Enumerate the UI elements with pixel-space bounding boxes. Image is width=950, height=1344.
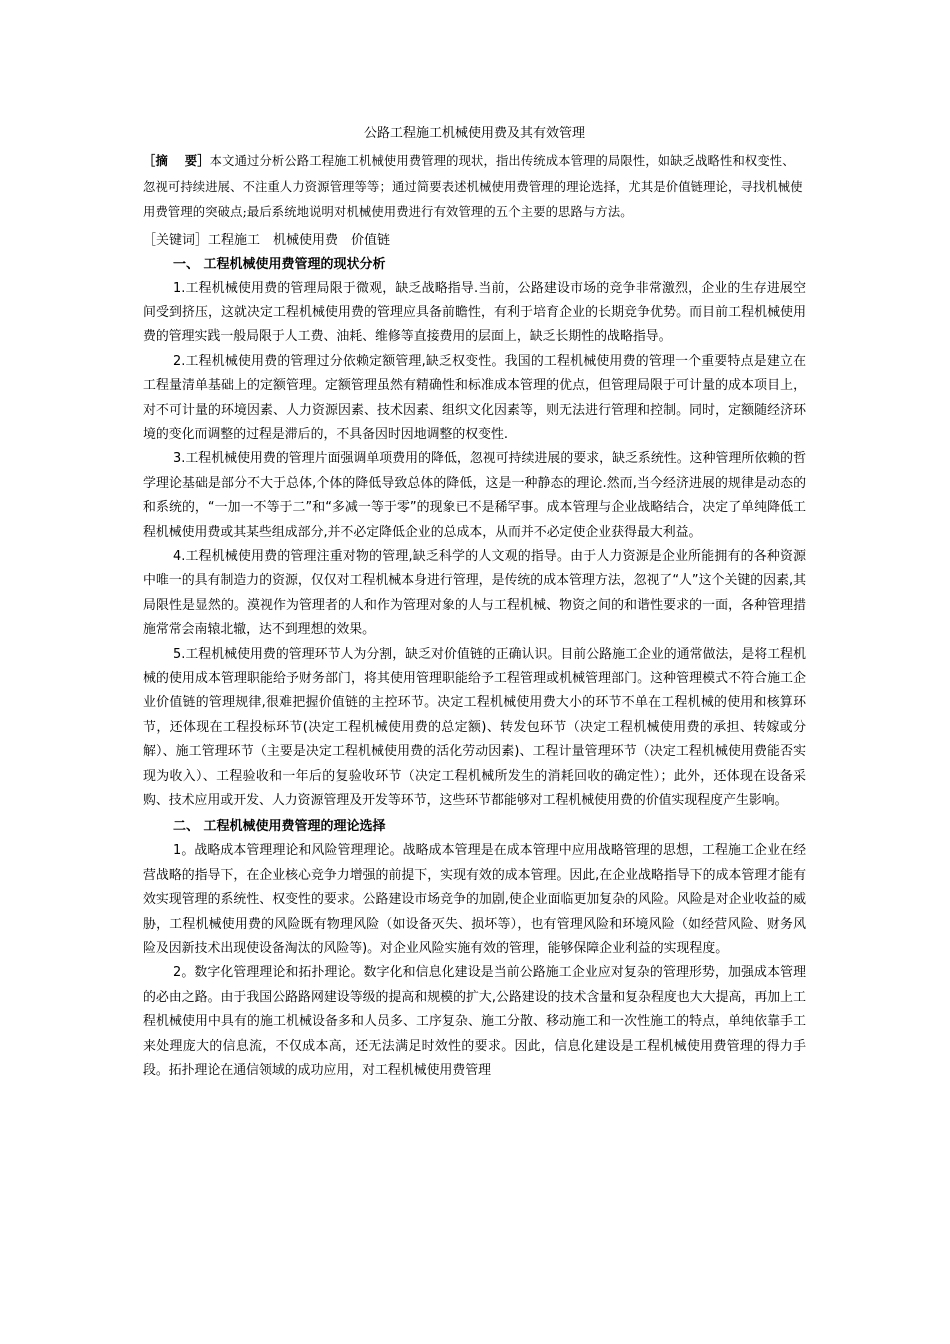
keywords-label: ［关键词］ xyxy=(143,232,209,248)
section-heading: 二、 工程机械使用费管理的理论选择 xyxy=(173,819,386,835)
keywords xyxy=(143,228,806,253)
paragraph: 1。战略成本管理理论和风险管理理论。战略成本管理是在成本管理中应用战略管理的思想，工程施工企业在经营战略的指导下，在企业核心竞争力增强的前提下，实现有效的成本管理。因此,在企业战略指导下的成本管理才能有效实现管理的系统性、权变性的要求。公路建设市场竞争的加剧,使企业面临更加复杂的风险。风险是对企业收益的威胁，工程机械使用费的风险既有物理风险（如设备灭失、损坏等），也有管理风险和环境风险（如经营风险、财务风险及因新技术出现使设备淘汰的风险等)。对企业风险实施有效的管理，能够保障企业利益的实现程度。 xyxy=(143,843,806,957)
section-heading: 一、 工程机械使用费管理的现状分析 xyxy=(173,256,386,272)
paragraph: 4.工程机械使用费的管理注重对物的管理,缺乏科学的人文观的指导。由于人力资源是企业所能拥有的各种资源中唯一的具有制造力的资源，仅仅对工程机械本身进行管理，是传统的成本管理方法，忽视了“人”这个关键的因素,其局限性是显然的。漠视作为管理者的人和作为管理对象的人与工程机械、物资之间的和谐性要求的一面，各种管理措施常常会南辕北辙，达不到理想的效果。 xyxy=(143,548,806,638)
abstract-text: 本文通过分析公路工程施工机械使用费管理的现状，指出传统成本管理的局限性，如缺乏战略性和权变性、忽视可持续进展、不注重人力资源管理等等；通过简要表述机械使用费管理的理论选择，尤其是价值链理论，寻找机械使用费管理的突破点;最后系统地说明对机械使用费进行有效管理的五个主要的思路与方法。 xyxy=(143,154,803,219)
document-title: 公路工程施工机械使用费及其有效管理 xyxy=(363,126,585,141)
paragraph: 1.工程机械使用费的管理局限于微观，缺乏战略指导.当前，公路建设市场的竞争非常激烈，企业的生存进展空间受到挤压，这就决定工程机械使用费的管理应具备前瞻性，有利于培育企业的长期竞争优势。而目前工程机械使用费的管理实践一般局限于人工费、油耗、维修等直接费用的层面上，缺乏长期性的战略指导。 xyxy=(143,280,806,345)
paragraph: 2。数字化管理理论和拓扑理论。数字化和信息化建设是当前公路施工企业应对复杂的管理形势，加强成本管理的必由之路。由于我国公路路网建设等级的提高和规模的扩大,公路建设的技术含量和复杂程度也大大提高，再加上工程机械使用中具有的施工机械设备多和人员多、工序复杂、施工分散、移动施工和一次性施工的特点，单纯依靠手工来处理庞大的信息流，不仅成本高，还无法满足时效性的要求。因此，信息化建设是工程机械使用费管理的得力手段。拓扑理论在通信领域的成功应用，对工程机械使用费管理 xyxy=(143,965,806,1079)
paragraph: 2.工程机械使用费的管理过分依赖定额管理,缺乏权变性。我国的工程机械使用费的管理一个重要特点是建立在工程量清单基础上的定额管理。定额管理虽然有精确性和标准成本管理的优点，但管理局限于可计量的成本项目上，对不可计量的环境因素、人力资源因素、技术因素、组织文化因素等，则无法进行管理和控制。同时，定额随经济环境的变化而调整的过程是滞后的，不具备因时因地调整的权变性. xyxy=(143,353,806,442)
paragraph: 5.工程机械使用费的管理环节人为分割，缺乏对价值链的正确认识。目前公路施工企业的通常做法，是将工程机械的使用成本管理职能给予财务部门，将其使用管理职能给予工程管理或机械管理部门。这种管理模式不符合施工企业价值链的管理规律,很难把握价值链的主控环节。决定工程机械使用费大小的环节不单在工程机械的使用和核算环节，还体现在工程投标环节(决定工程机械使用费的总定额)、转发包环节（决定工程机械使用费的承担、转嫁或分解）、施工管理环节（主要是决定工程机械使用费的活化劳动因素)、工程计量管理环节（决定工程机械使用费能否实现为收入）、工程验收和一年后的复验收环节（决定工程机械所发生的消耗回收的确定性）；此外，还体现在设备采购、技术应用或开发、人力资源管理及开发等环节，这些环节都能够对工程机械使用费的价值实现程度产生影响。 xyxy=(143,646,806,809)
document-body xyxy=(143,124,806,1084)
keywords-text: 工程施工 机械使用费 价值链 xyxy=(208,232,391,248)
abstract-label: ［摘 要］ xyxy=(143,153,210,168)
paragraph: 3.工程机械使用费的管理片面强调单项费用的降低，忽视可持续进展的要求，缺乏系统性。这种管理所依赖的哲学理论基础是部分不大于总体,个体的降低导致总体的降低，这是一种静态的理论.然而,当今经济进展的规律是动态的和系统的，“一加一不等于二”和“多减一等于零”的现象已不是稀罕事。成本管理与企业战略结合，决定了单纯降低工程机械使用费或其某些组成部分,并不必定降低企业的总成本，从而并不必定使企业获得最大利益。 xyxy=(143,451,806,540)
abstract xyxy=(143,148,806,226)
